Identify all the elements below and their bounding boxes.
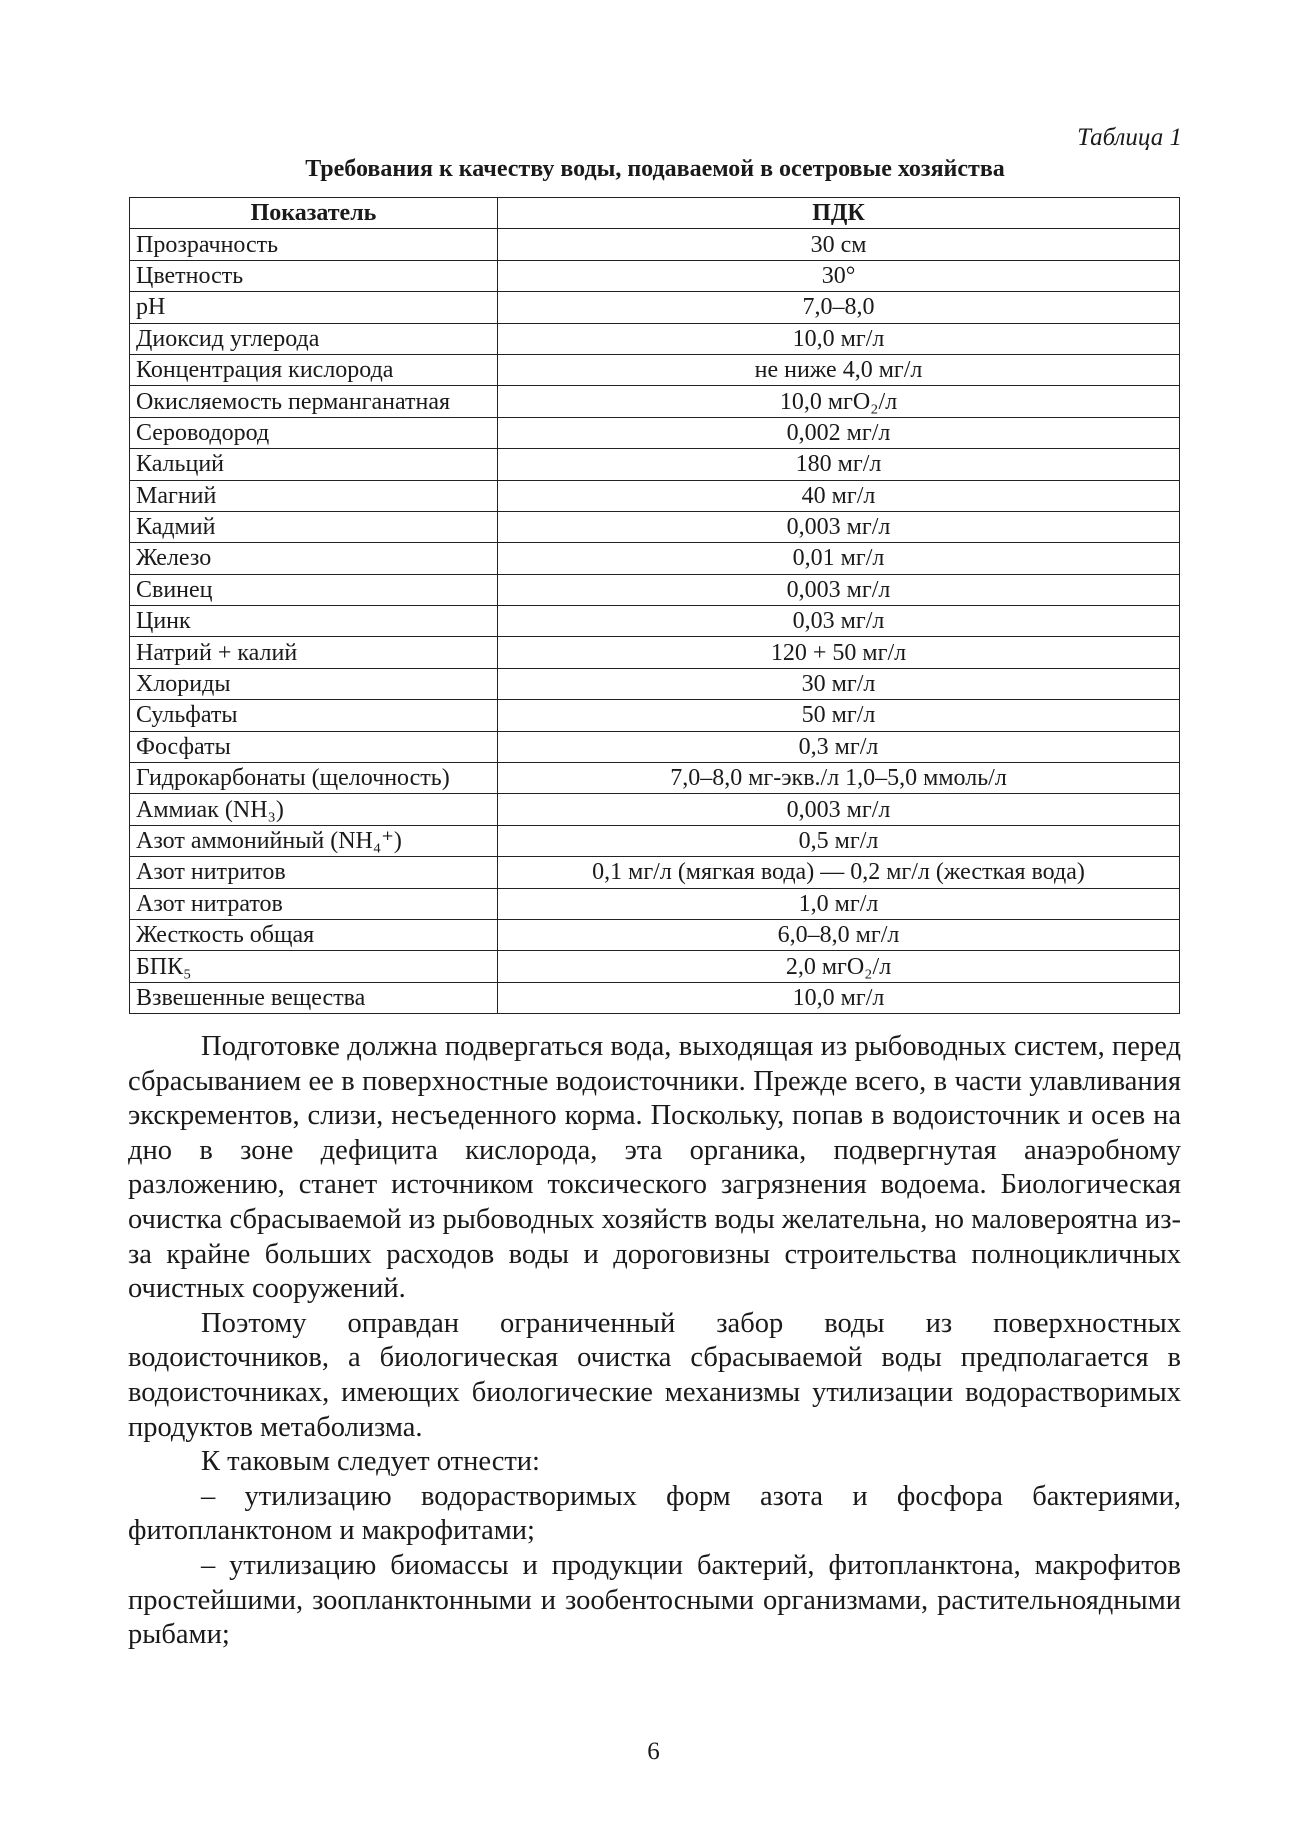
mpc-value-cell: 30° xyxy=(498,260,1180,291)
mpc-value-cell: 0,01 мг/л xyxy=(498,543,1180,574)
indicator-cell: Гидрокарбонаты (щелочность) xyxy=(130,763,498,794)
column-header-mpc: ПДК xyxy=(498,198,1180,229)
table-row xyxy=(130,480,1180,511)
mpc-value-cell: 10,0 мгO₂/л xyxy=(498,386,1180,417)
indicator-cell: Натрий + калий xyxy=(130,637,498,668)
mpc-value-cell: 6,0–8,0 мг/л xyxy=(498,919,1180,950)
indicator-cell: Магний xyxy=(130,480,498,511)
table-label: Таблица 1 xyxy=(1077,124,1182,151)
indicator-cell: Кальций xyxy=(130,449,498,480)
table-row xyxy=(130,606,1180,637)
indicator-cell: Взвешенные вещества xyxy=(130,982,498,1013)
table-row xyxy=(130,323,1180,354)
mpc-value-cell: 1,0 мг/л xyxy=(498,888,1180,919)
indicator-cell: Сульфаты xyxy=(130,700,498,731)
indicator-cell: рН xyxy=(130,292,498,323)
table-body xyxy=(130,229,1180,1014)
body-text xyxy=(128,1030,1181,1653)
column-header-indicator: Показатель xyxy=(130,198,498,229)
table-row xyxy=(130,731,1180,762)
table-row xyxy=(130,229,1180,260)
mpc-value-cell: 7,0–8,0 xyxy=(498,292,1180,323)
mpc-value-cell: 30 см xyxy=(498,229,1180,260)
mpc-value-cell: 0,003 мг/л xyxy=(498,511,1180,542)
mpc-value-cell: 2,0 мгO₂/л xyxy=(498,951,1180,982)
table-row xyxy=(130,857,1180,888)
mpc-value-cell: 0,002 мг/л xyxy=(498,417,1180,448)
indicator-cell: Азот нитритов xyxy=(130,857,498,888)
indicator-cell: Хлориды xyxy=(130,668,498,699)
indicator-cell: БПК₅ xyxy=(130,951,498,982)
paragraph: К таковым следует отнести: xyxy=(201,1446,540,1478)
table-row xyxy=(130,354,1180,385)
table-row xyxy=(130,982,1180,1013)
indicator-cell: Аммиак (NH₃) xyxy=(130,794,498,825)
indicator-cell: Свинец xyxy=(130,574,498,605)
mpc-value-cell: не ниже 4,0 мг/л xyxy=(498,354,1180,385)
indicator-cell: Концентрация кислорода xyxy=(130,354,498,385)
mpc-value-cell: 180 мг/л xyxy=(498,449,1180,480)
mpc-value-cell: 50 мг/л xyxy=(498,700,1180,731)
table-row xyxy=(130,825,1180,856)
mpc-value-cell: 0,1 мг/л (мягкая вода) — 0,2 мг/л (жесткая вода) xyxy=(498,857,1180,888)
mpc-value-cell: 10,0 мг/л xyxy=(498,982,1180,1013)
mpc-value-cell: 0,5 мг/л xyxy=(498,825,1180,856)
table-row xyxy=(130,543,1180,574)
mpc-value-cell: 0,003 мг/л xyxy=(498,794,1180,825)
water-quality-table xyxy=(129,197,1180,1014)
table-row xyxy=(130,386,1180,417)
mpc-value-cell: 30 мг/л xyxy=(498,668,1180,699)
indicator-cell: Фосфаты xyxy=(130,731,498,762)
table-row xyxy=(130,637,1180,668)
indicator-cell: Цинк xyxy=(130,606,498,637)
table-row xyxy=(130,668,1180,699)
mpc-value-cell: 120 + 50 мг/л xyxy=(498,637,1180,668)
indicator-cell: Кадмий xyxy=(130,511,498,542)
table-row xyxy=(130,292,1180,323)
table-row xyxy=(130,763,1180,794)
indicator-cell: Диоксид углерода xyxy=(130,323,498,354)
table-row xyxy=(130,449,1180,480)
table-row xyxy=(130,700,1180,731)
mpc-value-cell: 0,3 мг/л xyxy=(498,731,1180,762)
table-row xyxy=(130,574,1180,605)
page-number: 6 xyxy=(647,1738,660,1765)
table-row xyxy=(130,260,1180,291)
indicator-cell: Азот аммонийный (NH₄⁺) xyxy=(130,825,498,856)
paragraph: Подготовке должна подвергаться вода, выходящая из рыбоводных систем, перед сбрасыванием ее в поверхностные водоисточники. Прежде всего, в части улавливания экскрементов, слизи, несъеденного корма. Поскольку, попав в водоисточник и осев на дно в зоне дефицита кислорода, эта органика, подвергнутая анаэробному разложению, станет источником токсического загрязнения водоема. Биологическая очистка сбрасываемой из рыбоводных хозяйств воды желательна, но маловероятна из-за крайне больших расходов воды и дороговизны строительства полноцикличных очистных сооружений. xyxy=(128,1031,1181,1305)
list-item: – утилизацию водорастворимых форм азота и фосфора бактериями, фитопланктоном и макрофитами; xyxy=(128,1480,1181,1547)
table-row xyxy=(130,951,1180,982)
mpc-value-cell: 10,0 мг/л xyxy=(498,323,1180,354)
indicator-cell: Железо xyxy=(130,543,498,574)
indicator-cell: Сероводород xyxy=(130,417,498,448)
table-row xyxy=(130,919,1180,950)
table-header-row xyxy=(130,198,1180,229)
list-item: – утилизацию биомассы и продукции бактерий, фитопланктона, макрофитов простейшими, зоопланктонными и зообентосными организмами, растительноядными рыбами; xyxy=(128,1549,1181,1651)
mpc-value-cell: 0,003 мг/л xyxy=(498,574,1180,605)
table-row xyxy=(130,511,1180,542)
table-row xyxy=(130,888,1180,919)
indicator-cell: Окисляемость перманганатная xyxy=(130,386,498,417)
table-title: Требования к качеству воды, подаваемой в осетровые хозяйства xyxy=(305,156,1005,182)
table-row xyxy=(130,417,1180,448)
indicator-cell: Цветность xyxy=(130,260,498,291)
indicator-cell: Жесткость общая xyxy=(130,919,498,950)
indicator-cell: Прозрачность xyxy=(130,229,498,260)
mpc-value-cell: 7,0–8,0 мг-экв./л 1,0–5,0 ммоль/л xyxy=(498,763,1180,794)
mpc-value-cell: 40 мг/л xyxy=(498,480,1180,511)
paragraph: Поэтому оправдан ограниченный забор воды из поверхностных водоисточников, а биологическая очистка сбрасываемой воды предполагается в водоисточниках, имеющих биологические механизмы утилизации водорастворимых продуктов метаболизма. xyxy=(128,1307,1181,1443)
table-row xyxy=(130,794,1180,825)
indicator-cell: Азот нитратов xyxy=(130,888,498,919)
mpc-value-cell: 0,03 мг/л xyxy=(498,606,1180,637)
